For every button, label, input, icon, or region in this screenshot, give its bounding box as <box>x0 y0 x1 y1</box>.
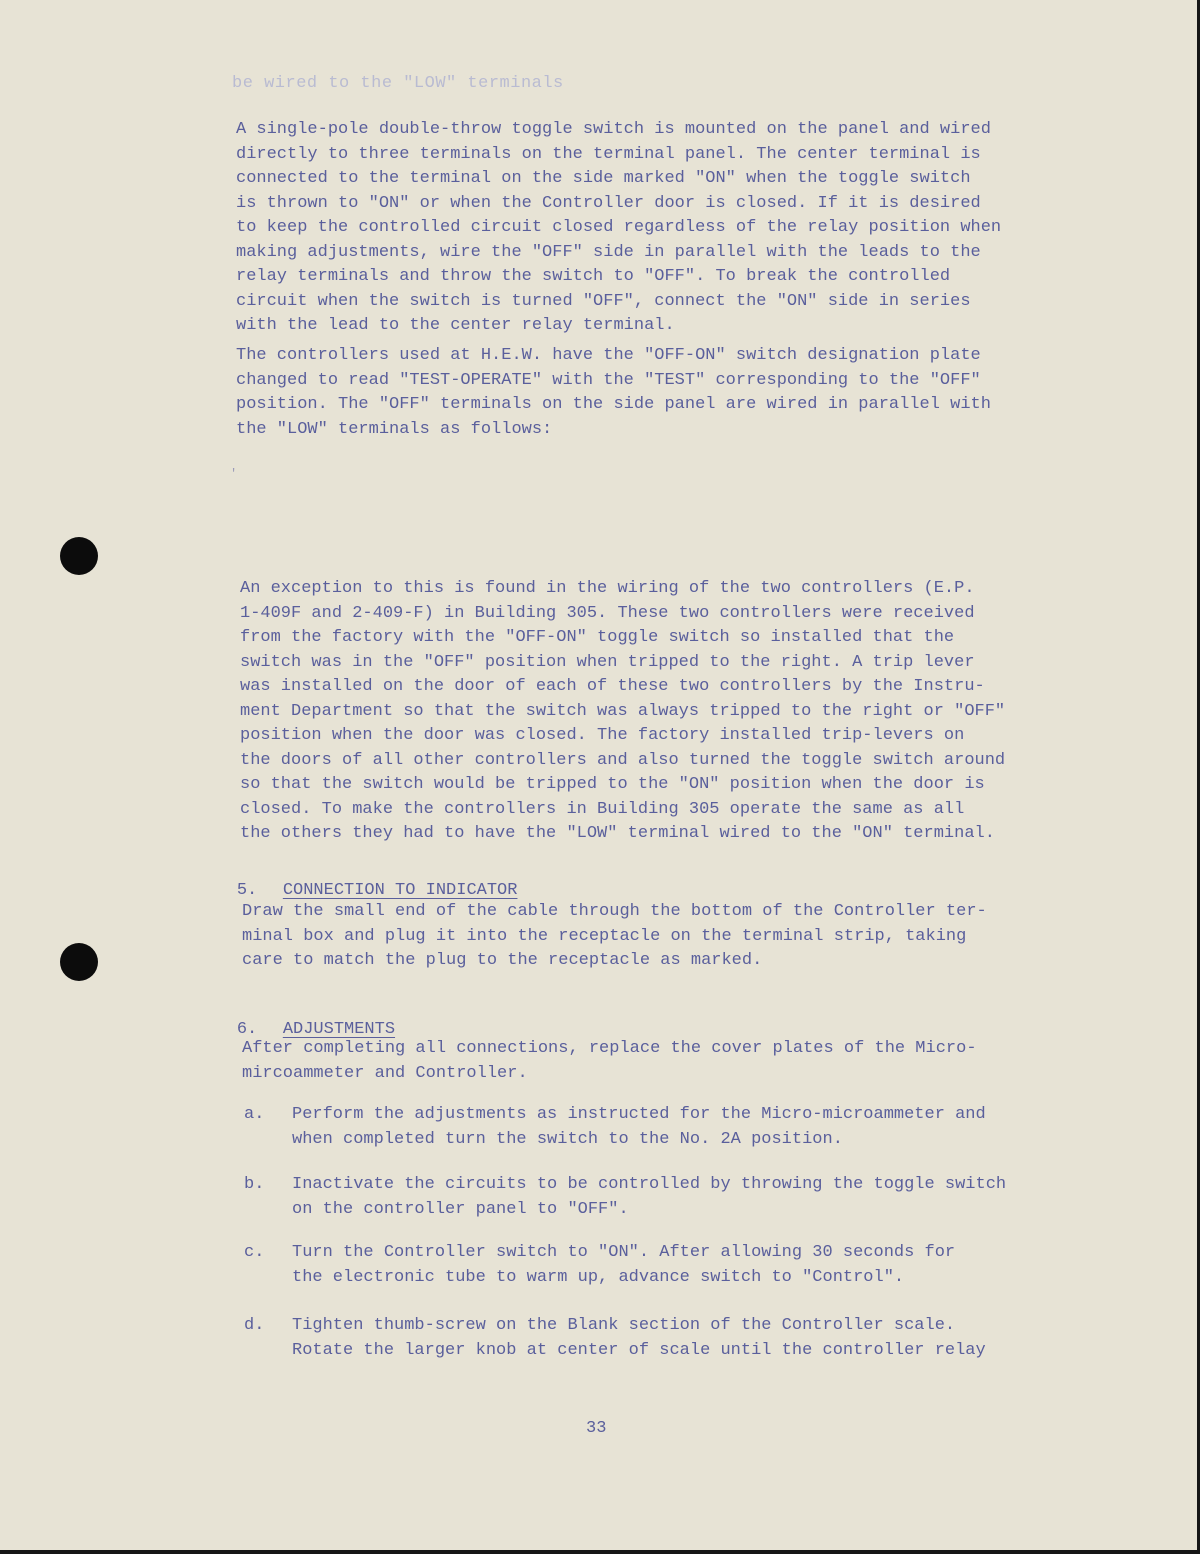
list-item-letter: a. <box>244 1105 265 1124</box>
stray-mark: ' <box>230 467 238 481</box>
list-item-text: Perform the adjustments as instructed for the Micro-microammeter and when completed turn the switch to the No. 2A position. <box>292 1105 986 1149</box>
binder-hole-top <box>60 537 98 575</box>
list-item-text: Tighten thumb-screw on the Blank section of the Controller scale. Rotate the larger knob at center of scale until the controller relay <box>292 1316 986 1360</box>
paragraph-hew-controllers: The controllers used at H.E.W. have the "OFF-ON" switch designation plate changed to read "TEST-OPERATE" with the "TEST" corresponding to the "OFF" position. The "OFF" terminals on the side panel are wired in parallel with the "LOW" terminals as follows: <box>236 346 991 439</box>
binder-hole-bottom <box>60 943 98 981</box>
list-item-letter: b. <box>244 1175 265 1194</box>
section-6-number: 6. <box>236 1019 258 1039</box>
section-6-title: ADJUSTMENTS <box>282 1019 396 1039</box>
list-item-text: Inactivate the circuits to be controlled by throwing the toggle switch on the controller panel to "OFF". <box>292 1175 1007 1219</box>
list-item-text: Turn the Controller switch to "ON". After allowing 30 seconds for the electronic tube to warm up, advance switch to "Control". <box>292 1243 956 1287</box>
section-6-body: After completing all connections, replace the cover plates of the Micro- mircoammeter and Controller. <box>242 1039 977 1083</box>
section-5-number: 5. <box>236 880 258 900</box>
section-5-body: Draw the small end of the cable through the bottom of the Controller ter- minal box and plug it into the receptacle on the terminal strip, taking care to match the plug to the receptacle as marked. <box>242 902 987 970</box>
paragraph-exception: An exception to this is found in the wiring of the two controllers (E.P. 1-409F and 2-409-F) in Building 305. These two controllers were received from the factory with the "OFF-ON" toggle switch so installed that the switch was in the "OFF" position when tripped to the right. A trip lever was installed on the door of each of these two controllers by the Instru- ment Department so that the switch was always tripped to the right or "OFF" position when the door was closed. The factory installed trip-levers on the doors of all other controllers and also turned the toggle switch around so that the switch would be tripped to the "ON" position when the door is closed. To make the controllers in Building 305 operate the same as all the others they had to have the "LOW" terminal wired to the "ON" terminal. <box>240 579 1006 843</box>
list-item-letter: c. <box>244 1243 265 1262</box>
page-number: 33 <box>586 1419 607 1438</box>
list-item-letter: d. <box>244 1316 265 1335</box>
paragraph-toggle-switch: A single-pole double-throw toggle switch is mounted on the panel and wired directly to three terminals on the terminal panel. The center terminal is connected to the terminal on the side marked "ON" when the toggle switch is thrown to "ON" or when the Controller door is closed. If it is desired to keep the controlled circuit closed regardless of the relay position when making adjustments, wire the "OFF" side in parallel with the leads to the relay terminals and throw the switch to "OFF". To break the controlled circuit when the switch is turned "OFF", connect the "ON" side in series with the lead to the center relay terminal. <box>236 120 1002 335</box>
section-5-title: CONNECTION TO INDICATOR <box>282 880 518 900</box>
faint-carryover-line: be wired to the "LOW" terminals <box>232 74 564 93</box>
